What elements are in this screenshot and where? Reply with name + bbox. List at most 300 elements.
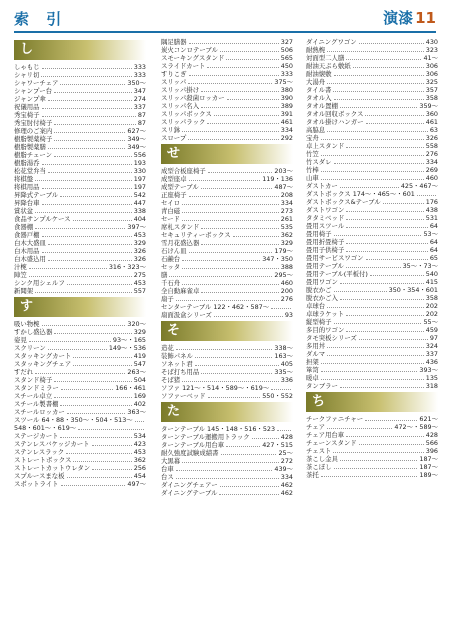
entry-name: チークファニチャー (306, 415, 364, 423)
dot-leader (41, 76, 131, 77)
index-entry (14, 320, 146, 328)
entry-name: 吸い物椀 (14, 320, 40, 328)
dot-leader (182, 284, 279, 285)
index-entry (306, 415, 438, 423)
index-entry (14, 215, 146, 223)
entry-name: 畳用椅子 (306, 230, 332, 238)
index-entry (306, 262, 438, 270)
index-entry (306, 102, 438, 110)
dot-leader (42, 204, 132, 205)
index-entry (14, 239, 146, 247)
entry-name: 膳 (161, 271, 168, 279)
entry-name: 秀宝肘付椅子 (14, 119, 53, 127)
entry-name: 担架 (306, 358, 319, 366)
entry-page: 350〜 (127, 79, 146, 87)
page-title: 索 引 (14, 10, 68, 28)
entry-name: 将棋用品 (14, 183, 40, 191)
dot-leader (60, 405, 131, 406)
dot-leader (169, 276, 272, 277)
index-entry (306, 447, 438, 455)
dot-leader (340, 299, 424, 300)
index-entry (306, 198, 438, 206)
dot-leader (321, 139, 424, 140)
index-entry (14, 360, 146, 368)
entry-page: 202 (425, 310, 438, 318)
index-entry (161, 376, 293, 384)
entry-page: 336 (280, 376, 293, 384)
dot-leader (327, 83, 424, 84)
entry-name: 樹脂チェーン (14, 151, 53, 159)
dot-leader (201, 228, 278, 229)
entry-page: 349〜 (127, 135, 146, 143)
dot-leader (42, 188, 132, 189)
entry-page: 329 (280, 239, 293, 247)
index-entry (14, 400, 146, 408)
index-entry (306, 86, 438, 94)
entry-name: 高脇息 (306, 126, 326, 134)
index-entry (161, 271, 293, 279)
entry-page: 360 (425, 110, 438, 118)
entry-name: チェア (306, 423, 325, 431)
entry-page: 393〜 (419, 366, 438, 374)
index-entry (161, 352, 293, 360)
entry-name: ステンレスラック (14, 448, 65, 456)
dot-leader (334, 323, 422, 324)
entry-page: 439〜 (274, 465, 293, 473)
entry-page: 534 (133, 432, 146, 440)
entry-page: 295〜 (274, 271, 293, 279)
index-entry (306, 118, 438, 126)
index-entry (14, 207, 146, 215)
index-entry (306, 174, 438, 182)
entry-name: 卓球台 (306, 302, 326, 310)
dot-leader (340, 387, 424, 388)
dot-leader (35, 373, 125, 374)
entry-name: タオル入 (306, 94, 332, 102)
index-entry (161, 46, 293, 54)
dot-leader (42, 116, 136, 117)
entry-page: 430 (425, 38, 438, 46)
index-entry (14, 408, 146, 416)
entry-page: 427・515 (262, 441, 293, 449)
dot-leader (208, 172, 273, 173)
entry-page: 447 (133, 199, 146, 207)
entry-name: 正座椅子 (161, 191, 187, 199)
entry-page: 87 (137, 111, 146, 119)
entry-name: チェーンスタンド (306, 439, 357, 447)
entry-page: 391 (280, 110, 293, 118)
entry-name: タモ突板シリーズ (306, 334, 357, 342)
entry-page: 333 (133, 63, 146, 71)
entry-page: 557 (133, 287, 146, 295)
entry-name: 暖卓 (306, 374, 319, 382)
dot-leader (383, 203, 424, 204)
dot-leader (227, 99, 279, 100)
dot-leader (340, 187, 399, 188)
index-entry (14, 287, 146, 295)
dot-leader (189, 196, 279, 197)
index-entry (14, 456, 146, 464)
entry-name: スポットライト (14, 480, 59, 488)
index-entry (14, 71, 146, 79)
entry-name: タオル置棚 (306, 102, 338, 110)
entry-page: 166・461 (115, 384, 146, 392)
entry-name: スツール 64・88・350〜・504・513〜 (14, 416, 133, 424)
dot-leader (321, 179, 424, 180)
entry-page: 438 (425, 206, 438, 214)
entry-name: タオル回収ボックス (306, 110, 364, 118)
index-entry (306, 134, 438, 142)
entry-page: 169 (133, 392, 146, 400)
dot-leader (214, 115, 279, 116)
entry-name: タタミベッド (306, 214, 345, 222)
index-entry (161, 191, 293, 199)
dot-leader (346, 267, 401, 268)
dot-leader (201, 244, 278, 245)
entry-page: 558 (425, 142, 438, 150)
index-entry (14, 472, 146, 480)
index-entry (161, 344, 293, 352)
entry-name: セイロ (161, 199, 180, 207)
entry-name: 修理のご案内 (14, 127, 53, 135)
dot-leader (189, 180, 261, 181)
entry-page: 462 (280, 489, 293, 497)
entry-name: 隅足膳器 (161, 38, 187, 46)
entry-name: 白木用品 (14, 247, 40, 255)
index-entry (14, 151, 146, 159)
entry-page: 402 (133, 400, 146, 408)
index-entry (161, 175, 293, 183)
entry-page: 497〜 (127, 480, 146, 488)
dot-leader (60, 437, 131, 438)
entry-page: 93 (284, 311, 293, 319)
dot-leader (334, 99, 424, 100)
entry-page: 274 (133, 95, 146, 103)
entry-name: 成型テーブル (161, 183, 199, 191)
entry-page: 363〜 (127, 408, 146, 416)
dot-leader (334, 291, 387, 292)
dot-leader (176, 470, 273, 471)
index-entry (161, 54, 293, 62)
entry-page: 404 (133, 215, 146, 223)
entry-name: 食品サンプルケース (14, 215, 71, 223)
dot-leader (366, 123, 424, 124)
entry-name: シンク用シェルフ (14, 279, 65, 287)
index-entry (161, 239, 293, 247)
entry-name: 秀宝椅子 (14, 111, 40, 119)
entry-name: 多目的ワゴン (306, 326, 345, 334)
entry-name: 台車 (161, 465, 174, 473)
entry-page: 556 (133, 151, 146, 159)
entry-name: 炭火コンロテーブル (161, 46, 218, 54)
entry-page: 119・136 (262, 175, 293, 183)
entry-page: 459 (425, 326, 438, 334)
index-entry (14, 263, 146, 271)
entry-name: 畳用テーブル(平板付) (306, 270, 368, 278)
entry-page: 306 (425, 70, 438, 78)
entry-name: スチール卓立 (14, 392, 53, 400)
dot-leader (366, 259, 428, 260)
dot-leader (340, 460, 417, 461)
dot-leader (73, 357, 131, 358)
entry-name: スタンド椅子 (14, 376, 53, 384)
index-entry (14, 352, 146, 360)
entry-page: 460 (280, 279, 293, 287)
dot-leader (42, 252, 132, 253)
dot-leader (277, 430, 291, 431)
dot-leader (29, 276, 132, 277)
dot-leader (327, 131, 428, 132)
entry-page: 200 (280, 287, 293, 295)
entry-name: しゃもじ (14, 63, 40, 71)
entry-page: 453 (133, 279, 146, 287)
index-entry (14, 368, 146, 376)
entry-name: 食器戸棚 (14, 231, 40, 239)
dot-leader (54, 397, 132, 398)
index-entry (306, 326, 438, 334)
index-entry (161, 392, 293, 400)
entry-page: 326 (133, 247, 146, 255)
entry-name: スチールロッカー (14, 408, 65, 416)
entry-page: 329 (133, 328, 146, 336)
entry-name: スタンドミラー (14, 384, 59, 392)
dot-leader (226, 59, 278, 60)
index-entry (161, 110, 293, 118)
index-entry (306, 423, 438, 431)
entry-page: 405 (280, 360, 293, 368)
dot-leader (334, 235, 422, 236)
dot-leader (78, 429, 144, 430)
header-divider (14, 31, 436, 33)
dot-leader (176, 300, 279, 301)
entry-name: 耐熱椀 (306, 46, 326, 54)
dot-leader (42, 325, 126, 326)
entry-name: ソネット君 (161, 360, 193, 368)
index-entry (161, 223, 293, 231)
entry-name: ダストボックス 174〜・465〜・601 (306, 190, 415, 198)
entry-name: タオル掛けハンガー (306, 118, 364, 126)
index-entry (14, 191, 146, 199)
entry-page: 550・552 (262, 392, 293, 400)
entry-name: ダイニングチェアー (161, 481, 218, 489)
dot-leader (66, 453, 132, 454)
dot-leader (135, 421, 144, 422)
entry-page: 390 (280, 94, 293, 102)
index-entry (161, 215, 293, 223)
index-entry (306, 350, 438, 358)
entry-page: 487〜 (274, 183, 293, 191)
dot-leader (252, 438, 279, 439)
dot-leader (35, 212, 132, 213)
dot-leader (189, 75, 279, 76)
entry-page: 335〜 (274, 368, 293, 376)
index-entry (161, 38, 293, 46)
dot-leader (195, 365, 279, 366)
entry-name: 昇降台車 (14, 199, 40, 207)
entry-name: ソファ 121〜・514・589〜・619〜 (161, 384, 270, 392)
index-entry (14, 279, 146, 287)
dot-leader (61, 485, 126, 486)
entry-name: 宝舟 (306, 134, 319, 142)
entry-name: シャワーチェア (14, 79, 59, 87)
index-entry (306, 94, 438, 102)
index-entry (161, 433, 293, 441)
dot-leader (48, 349, 107, 350)
entry-page: 272 (280, 457, 293, 465)
entry-name: 畳用子供椅子 (306, 246, 345, 254)
entry-name: 将棋盤 (14, 175, 34, 183)
entry-name: スチール製書棚 (14, 400, 59, 408)
entry-page: 318 (425, 382, 438, 390)
dot-leader (321, 379, 424, 380)
entry-page: 324 (425, 342, 438, 350)
entry-page: 41〜 (423, 54, 438, 62)
entry-page: 504 (133, 376, 146, 384)
index-entry (161, 263, 293, 271)
dot-leader (207, 67, 278, 68)
entry-name: 白木盛込用 (14, 255, 46, 263)
index-entry (14, 63, 146, 71)
entry-page: 333 (133, 71, 146, 79)
dot-leader (54, 132, 125, 133)
entry-page: 63 (429, 126, 438, 134)
dot-leader (346, 227, 428, 228)
dot-leader (54, 381, 131, 382)
index-entry (14, 392, 146, 400)
index-entry (306, 471, 438, 479)
entry-name: ターンテーブル用台車 (161, 441, 225, 449)
section-header: そ (161, 321, 293, 341)
entry-name: ストレートボックス (14, 456, 72, 464)
index-entry (161, 231, 293, 239)
dot-leader (346, 436, 424, 437)
index-entry (161, 102, 293, 110)
entry-name: スリッパ殺菌ロッカー (161, 94, 225, 102)
dot-leader (321, 476, 418, 477)
entry-page: 542 (133, 191, 146, 199)
index-entry (161, 167, 293, 175)
entry-page: 276 (425, 150, 438, 158)
entry-page: 64 (429, 222, 438, 230)
dot-leader (182, 204, 279, 205)
entry-page: 388 (280, 263, 293, 271)
entry-page: 326 (133, 255, 146, 263)
index-entry (306, 62, 438, 70)
entry-name: 席札スタンド (161, 223, 200, 231)
index-entry (14, 424, 146, 432)
index-entry (14, 79, 146, 87)
index-entry (14, 271, 146, 279)
dot-leader (73, 461, 131, 462)
dot-leader (188, 139, 279, 140)
index-entry (14, 167, 146, 175)
dot-leader (176, 349, 273, 350)
entry-page: 362 (280, 231, 293, 239)
index-entry (161, 465, 293, 473)
index-entry (14, 416, 146, 424)
entry-page: 292 (280, 134, 293, 142)
entry-name: すかし盛込器 (14, 328, 53, 336)
dot-leader (340, 107, 417, 108)
dot-leader (220, 486, 279, 487)
entry-page: 275 (133, 271, 146, 279)
dot-leader (67, 413, 126, 414)
entry-name: スタッキングカート (14, 352, 72, 360)
entry-page: 436 (425, 358, 438, 366)
entry-name: 扇面汲盒シリーズ (161, 311, 212, 319)
index-entry (161, 247, 293, 255)
entry-page: 187〜 (419, 463, 438, 471)
entry-page: 357 (425, 86, 438, 94)
dot-leader (67, 284, 132, 285)
dot-leader (365, 115, 423, 116)
entry-page: 347 (133, 87, 146, 95)
entry-page: 627〜 (127, 127, 146, 135)
index-entry (14, 135, 146, 143)
dot-leader (346, 315, 424, 316)
index-entry (161, 368, 293, 376)
entry-page: 380 (280, 86, 293, 94)
entry-name: 汁椀 (14, 263, 27, 271)
entry-page: 55〜 (423, 318, 438, 326)
dot-leader (92, 469, 132, 470)
index-entry (306, 302, 438, 310)
index-entry (306, 70, 438, 78)
dot-leader (346, 59, 421, 60)
index-entry (14, 344, 146, 352)
entry-page: 256 (133, 464, 146, 472)
dot-leader (346, 251, 428, 252)
dot-leader (207, 123, 278, 124)
index-column-1 (14, 38, 146, 488)
entry-page: 306 (425, 62, 438, 70)
entry-name: センターテーブル 122・462・587〜 (161, 303, 270, 311)
index-entry (14, 247, 146, 255)
entry-page: 453 (133, 448, 146, 456)
section-header: す (14, 297, 146, 317)
index-entry (161, 360, 293, 368)
section-header: し (14, 40, 146, 60)
entry-name: 耐久強度試験成績書 (161, 449, 219, 457)
dot-leader (359, 43, 424, 44)
entry-name: 竹棒 (306, 166, 319, 174)
index-entry (161, 183, 293, 191)
entry-name: シャリ切 (14, 71, 40, 79)
dot-leader (189, 43, 279, 44)
dot-leader (346, 331, 423, 332)
entry-name: 畳用サービスワゴン (306, 254, 364, 262)
dot-leader (201, 188, 273, 189)
entry-name: 食器棚 (14, 223, 34, 231)
index-entry (14, 95, 146, 103)
entry-page: 273 (280, 207, 293, 215)
entry-name: 茶こし金具 (306, 455, 338, 463)
entry-page: 337 (133, 103, 146, 111)
dot-leader (346, 211, 423, 212)
entry-name: スライドカート (161, 62, 206, 70)
entry-name: 縦型椅子 (306, 318, 332, 326)
entry-name: 白木大盛皿 (14, 239, 46, 247)
index-entry (306, 206, 438, 214)
entry-name: スリッパ名入 (161, 102, 200, 110)
entry-name: そば猪 (161, 376, 181, 384)
entry-page: 621〜 (419, 415, 438, 423)
entry-page: 334 (280, 199, 293, 207)
index-entry (306, 230, 438, 238)
dot-leader (48, 172, 132, 173)
entry-name: チェスト (306, 447, 332, 455)
entry-name: すりこぎ (161, 70, 187, 78)
